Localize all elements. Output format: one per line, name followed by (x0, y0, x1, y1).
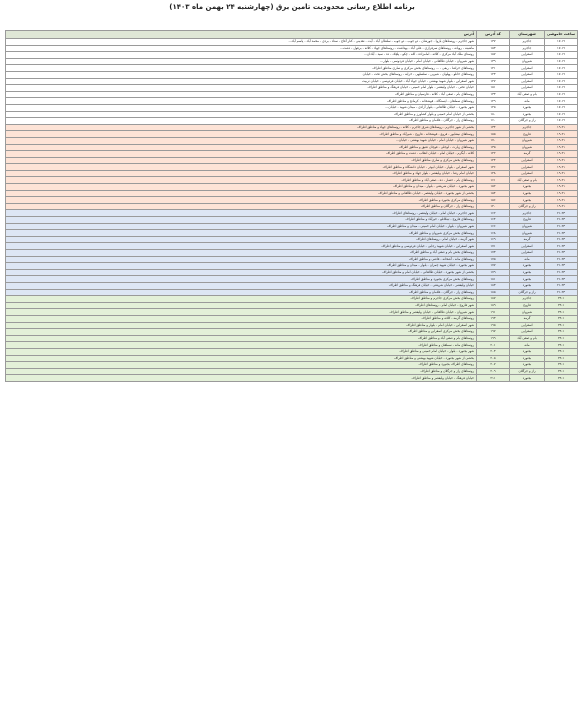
table-row (6, 170, 578, 177)
row-city: اسفراین (510, 71, 545, 78)
row-time: ۲۳-۱ (545, 309, 578, 316)
table-row (6, 309, 578, 316)
row-code: ۲۱۱ (477, 375, 510, 382)
row-city: بجنورد (510, 375, 545, 382)
row-time: ۱۹-۲۱ (545, 184, 578, 191)
row-time: ۲۳-۱ (545, 322, 578, 329)
row-code: ۱۵۴ (477, 190, 510, 197)
row-address: روستاهای بخش مرکزی و ساری مناطق اطراف (6, 157, 477, 164)
row-address: شهر شیروان - خیابان امام - خیابان شهید بهشتی - خیابان... (6, 137, 477, 144)
table-row (6, 289, 578, 296)
row-code: ۱۷۵ (477, 256, 510, 263)
header-code: کد آدرس (477, 31, 510, 39)
row-city: گرمه (510, 236, 545, 243)
row-address: خیابان امام رضا - خیابان ولیعصر - بلوار جهاد و مناطق اطراف (6, 170, 477, 177)
table-row (6, 276, 578, 283)
row-code: ۱۷۷ (477, 263, 510, 270)
table-row (6, 236, 578, 243)
row-city: اسفراین (510, 65, 545, 72)
table-body (6, 39, 578, 382)
table-row (6, 85, 578, 92)
row-address: روستاهای بام - حصار - ده - صفی آباد و مناطق اطراف (6, 177, 477, 184)
row-city: اسفراین (510, 170, 545, 177)
table-row (6, 296, 578, 303)
row-time: ۲۳-۱ (545, 335, 578, 342)
row-address: شهر بجنورد - خیابان شریعتی - بلوار - میدان و مناطق اطراف (6, 184, 477, 191)
row-city: بجنورد (510, 269, 545, 276)
row-city: جاجرم (510, 210, 545, 217)
row-time: ۲۳-۱ (545, 296, 578, 303)
row-code: ۱۶۱ (477, 177, 510, 184)
row-time: ۲۱-۲۳ (545, 250, 578, 257)
row-city: اسفراین (510, 164, 545, 171)
row-address: روستاهای راز و جرگلان و مناطق اطراف (6, 368, 477, 375)
row-code: ۱۷۱ (477, 243, 510, 250)
row-city: گرمه (510, 151, 545, 158)
row-time: ۱۷-۱۹ (545, 85, 578, 92)
row-address: ماشینه - رویانه - روستاهای سرفرازی - علی آباد - بهداشت - روستاهای جهاد - کلاته - برغول - دشت... (6, 45, 477, 52)
row-city: بجنورد (510, 263, 545, 270)
row-address: روستاهای خانلو - پهلوان - شیرین - سلسلهی - خرابه - روستاهای بخش تخت - خیابان (6, 71, 477, 78)
row-address: روستاهای بخش بام و صفی آباد و مناطق اطراف (6, 250, 477, 257)
row-address: روستاهای اطراف بجنورد و مناطق اطراف (6, 362, 477, 369)
row-address: روستاهای بام - صفی آباد - کلاته - فارسیان و مناطق اطراف (6, 91, 477, 98)
row-city: فاروج (510, 217, 545, 224)
row-city: راز و جرگلان (510, 368, 545, 375)
table-row (6, 243, 578, 250)
row-address: روستاهای بخش مرکزی بجنورد و مناطق اطراف (6, 276, 477, 283)
row-code: ۱۴۷ (477, 78, 510, 85)
row-city: فاروج (510, 131, 545, 138)
table-row (6, 164, 578, 171)
table-row (6, 282, 578, 289)
row-code: ۱۳۴ (477, 124, 510, 131)
row-city: مانه (510, 98, 545, 105)
row-time: ۱۷-۱۹ (545, 78, 578, 85)
row-address: روستاهای بخش مرکزی شیروان و مناطق اطراف (6, 230, 477, 237)
row-city: بام و صفی آباد (510, 177, 545, 184)
row-address: خیابان ولیعصر - خیابان شریعتی - خیابان فرهنگ و مناطق اطراف (6, 282, 477, 289)
row-address: روستاهای بخش مرکزی اسفراین و مناطق اطراف (6, 329, 477, 336)
table-row (6, 65, 578, 72)
row-address: روستاهای فاروج - تیتکانلو - خیرآباد و مناطق اطراف (6, 217, 477, 224)
table-row (6, 256, 578, 263)
row-time: ۱۹-۲۱ (545, 151, 578, 158)
table-row (6, 203, 578, 210)
table-row (6, 71, 578, 78)
row-code: ۱۷۳ (477, 250, 510, 257)
row-time: ۱۹-۲۱ (545, 177, 578, 184)
row-code: ۱۴۶ (477, 164, 510, 171)
table-row (6, 124, 578, 131)
row-address: شهر گرمه - خیابان امام - روستاهای اطراف (6, 236, 477, 243)
table-row (6, 355, 578, 362)
row-time: ۲۳-۱ (545, 302, 578, 309)
row-code: ۱۶۹ (477, 236, 510, 243)
table-row (6, 157, 578, 164)
row-code: ۱۴۸ (477, 170, 510, 177)
row-city: بجنورد (510, 355, 545, 362)
row-address: روستاهای زیارت - لوجلی - قوچان عتیق و مناطق اطراف (6, 144, 477, 151)
row-city: راز و جرگلان (510, 118, 545, 125)
row-address: شهر اسفراین - خیابان امام - بلوار و مناطق اطراف (6, 322, 477, 329)
row-city: شیروان (510, 309, 545, 316)
row-code: ۱۶۶ (477, 223, 510, 230)
row-address: شهر جاجرم - خیابان امام - خیابان ولیعصر - روستاهای اطراف (6, 210, 477, 217)
row-time: ۲۱-۲۳ (545, 243, 578, 250)
header-address: آدرس (6, 31, 477, 39)
row-time: ۲۱-۲۳ (545, 223, 578, 230)
row-time: ۲۱-۲۳ (545, 256, 578, 263)
row-time: ۲۱-۲۳ (545, 230, 578, 237)
row-time: ۱۹-۲۱ (545, 157, 578, 164)
row-code: ۱۸۷ (477, 296, 510, 303)
row-address: شهر بجنورد - بلوار - خیابان امام خمینی و مناطق اطراف (6, 348, 477, 355)
table-row (6, 335, 578, 342)
row-address: روستاهای خراشا - ربعی - ... روستاهای بخش مرکزی و ساری مناطق اطراف (6, 65, 477, 72)
row-time: ۱۹-۲۱ (545, 144, 578, 151)
row-time: ۱۷-۱۹ (545, 52, 578, 59)
row-address: شهر بجنورد - خیابان طالقانی - بلوار آزادی - میدان شهید - خیابان... (6, 104, 477, 111)
table-row (6, 263, 578, 270)
row-code: ۱۴۵ (477, 104, 510, 111)
table-row (6, 177, 578, 184)
row-code: ۱۶۴ (477, 217, 510, 224)
row-address: بخشی از شهر جاجرم - روستاهای شرق جاجرم - کلاته - روستاهای جهاد و مناطق اطراف (6, 124, 477, 131)
row-city: بجنورد (510, 111, 545, 118)
row-code: ۲۰۹ (477, 368, 510, 375)
table-row (6, 104, 578, 111)
row-address: روستاهای بخش مرکزی جاجرم و مناطق اطراف (6, 296, 477, 303)
row-code: ۱۸۳ (477, 282, 510, 289)
row-address: شهر شیروان - بلوار - خیابان امام خمینی - میدان و مناطق اطراف (6, 223, 477, 230)
row-code: ۱۵۱ (477, 85, 510, 92)
row-city: راز و جرگلان (510, 289, 545, 296)
row-city: جاجرم (510, 296, 545, 303)
row-address: کلاته - آبگرم - خیابان امام - خیابان انقلاب - دشت و مناطق اطراف (6, 151, 477, 158)
row-city: جاجرم (510, 45, 545, 52)
row-time: ۲۱-۲۳ (545, 263, 578, 270)
header-time: ساعت خاموشی (545, 31, 578, 39)
row-city: بجنورد (510, 184, 545, 191)
row-time: ۲۱-۲۳ (545, 269, 578, 276)
table-row (6, 348, 578, 355)
row-time: ۱۷-۱۹ (545, 65, 578, 72)
row-time: ۲۳-۱ (545, 362, 578, 369)
row-address: روستاهای راز - جرگلان - غلامان و مناطق اطراف (6, 118, 477, 125)
row-address: روستاهای مانه - آشخانه - قاضی و مناطق اطراف (6, 256, 477, 263)
row-address: شهر بجنورد - خیابان شهید چمران - بلوار - میدان و مناطق اطراف (6, 263, 477, 270)
row-city: اسفراین (510, 85, 545, 92)
row-time: ۱۷-۱۹ (545, 111, 578, 118)
row-time: ۲۳-۱ (545, 348, 578, 355)
row-address: خیابان تختی - خیابان ولیعصر - بلوار امام خمینی - خیابان فرهنگ و مناطق اطراف (6, 85, 477, 92)
row-time: ۲۳-۱ (545, 342, 578, 349)
row-code: ۱۹۹ (477, 335, 510, 342)
row-code: ۱۹۱ (477, 309, 510, 316)
table-row (6, 302, 578, 309)
row-code: ۱۹۵ (477, 322, 510, 329)
row-code: ۱۴۳ (477, 71, 510, 78)
row-city: جاجرم (510, 124, 545, 131)
row-time: ۱۹-۲۱ (545, 124, 578, 131)
row-address: شهر اسفراین - خیابان شهید رجایی - خیابان فردوسی و مناطق اطراف (6, 243, 477, 250)
table-row (6, 52, 578, 59)
row-time: ۲۳-۱ (545, 375, 578, 382)
row-time: ۱۷-۱۹ (545, 45, 578, 52)
row-city: شیروان (510, 223, 545, 230)
row-code: ۲۰۷ (477, 362, 510, 369)
row-code: ۱۵۲ (477, 184, 510, 191)
row-time: ۱۷-۱۹ (545, 104, 578, 111)
row-code: ۱۵۳ (477, 45, 510, 52)
row-city: جاجرم (510, 39, 545, 46)
outage-table (5, 30, 578, 382)
row-city: شیروان (510, 58, 545, 65)
row-code: ۱۹۷ (477, 329, 510, 336)
row-time: ۱۹-۲۱ (545, 190, 578, 197)
row-time: ۱۹-۲۱ (545, 137, 578, 144)
row-address: روستاهای بام و صفی آباد و مناطق اطراف (6, 335, 477, 342)
row-time: ۲۳-۱ (545, 355, 578, 362)
row-code: ۱۸۹ (477, 302, 510, 309)
row-code: ۱۷۰ (477, 137, 510, 144)
row-code: ۱۳۳ (477, 91, 510, 98)
table-row (6, 250, 578, 257)
row-city: اسفراین (510, 329, 545, 336)
table-row (6, 151, 578, 158)
table-row (6, 269, 578, 276)
row-address: شهر جاجرم - روستاهای بازوا - جورشان - دو جوب - دو جوب - سلطان آباد - آیت - نقدینی - کنار آغاج - ستاد - بردی - محمد آباد - پاسم آباد... (6, 39, 477, 46)
row-address: روستاهای سملقان - ایستگاه - قوشخانه - کرمانج و مناطق اطراف (6, 98, 477, 105)
table-row (6, 210, 578, 217)
row-city: شیروان (510, 144, 545, 151)
row-code: ۲۰۳ (477, 348, 510, 355)
row-time: ۲۱-۲۳ (545, 276, 578, 283)
row-address: روستاهای مانه - سملقان و مناطق اطراف (6, 342, 477, 349)
row-time: ۱۷-۱۹ (545, 39, 578, 46)
row-time: ۲۱-۲۳ (545, 217, 578, 224)
row-address: بخشی از شهر بجنورد - خیابان ولیعصر - خیابان طالقانی و مناطق اطراف (6, 190, 477, 197)
row-city: راز و جرگلان (510, 203, 545, 210)
row-address: شهر شیروان - خیابان طالقانی - خیابان امام - خیابان فردوسی - بلوار... (6, 58, 477, 65)
row-code: ۱۸۵ (477, 289, 510, 296)
row-code: ۱۳۹ (477, 58, 510, 65)
table-row (6, 39, 578, 46)
row-time: ۲۱-۲۳ (545, 236, 578, 243)
row-city: بجنورد (510, 348, 545, 355)
row-code: ۱۶۰ (477, 118, 510, 125)
row-address: بخشی از خیابان امام خمینی و بلوار کشاورز و مناطق اطراف (6, 111, 477, 118)
row-address: روستاهای مرکزی بجنورد و مناطق اطراف (6, 197, 477, 204)
row-city: بام و صفی آباد (510, 335, 545, 342)
row-city: بجنورد (510, 362, 545, 369)
row-code: ۱۴۹ (477, 98, 510, 105)
row-address: خیابان فرهنگ - خیابان ولیعصر و مناطق اطراف (6, 375, 477, 382)
row-address: شهر اسفراین - بلوار شهید بهشتی - خیابان جواد آباد - خیابان فردوسی - خیابان تربیت (6, 78, 477, 85)
table-row (6, 375, 578, 382)
table-row (6, 78, 578, 85)
row-city: اسفراین (510, 78, 545, 85)
row-city: اسفراین (510, 157, 545, 164)
row-city: مانه (510, 256, 545, 263)
row-code: ۱۸۱ (477, 276, 510, 283)
row-address: روستای ملک آباد مرکزی - کلاته - امامزاده - کله - چکو - پلچک - ده - سید - آبادان... (6, 52, 477, 59)
header-city: شهرستان (510, 31, 545, 39)
row-code: ۱۴۴ (477, 157, 510, 164)
row-code: ۱۶۲ (477, 210, 510, 217)
header-row (6, 31, 578, 39)
row-code: ۱۴۲ (477, 151, 510, 158)
table-row (6, 368, 578, 375)
row-city: شیروان (510, 137, 545, 144)
row-time: ۲۱-۲۳ (545, 289, 578, 296)
row-time: ۱۹-۲۱ (545, 170, 578, 177)
row-code: ۱۷۹ (477, 269, 510, 276)
row-time: ۲۳-۱ (545, 329, 578, 336)
row-code: ۱۳۷ (477, 39, 510, 46)
row-time: ۱۷-۱۹ (545, 91, 578, 98)
row-code: ۱۳۵ (477, 144, 510, 151)
table-row (6, 329, 578, 336)
row-city: بجنورد (510, 197, 545, 204)
row-city: مانه (510, 342, 545, 349)
row-time: ۲۳-۱ (545, 368, 578, 375)
row-time: ۱۹-۲۱ (545, 203, 578, 210)
row-city: بجنورد (510, 282, 545, 289)
table-row (6, 45, 578, 52)
row-code: ۱۶۸ (477, 230, 510, 237)
row-address: روستاهای گرمه - کلاته و مناطق اطراف (6, 315, 477, 322)
row-address: روستاهای راز - جرگلان و مناطق اطراف (6, 203, 477, 210)
table-row (6, 111, 578, 118)
page-title: برنامه اطلاع رسانی محدودیت تامین برق (چهارشنبه ۲۴ بهمن ماه ۱۴۰۳) (169, 3, 415, 11)
row-address: روستاهای راز - جرگلان - غلامان و مناطق اطراف (6, 289, 477, 296)
table-row (6, 322, 578, 329)
row-code: ۱۵۷ (477, 52, 510, 59)
table-row (6, 131, 578, 138)
row-city: اسفراین (510, 322, 545, 329)
row-city: گرمه (510, 315, 545, 322)
table-row (6, 144, 578, 151)
row-time: ۱۷-۱۹ (545, 118, 578, 125)
table-row (6, 217, 578, 224)
row-address: شهر شیروان - خیابان طالقانی - خیابان ولیعصر و مناطق اطراف (6, 309, 477, 316)
row-time: ۱۹-۲۱ (545, 197, 578, 204)
row-code: ۲۰۱ (477, 342, 510, 349)
row-time: ۱۹-۲۱ (545, 131, 578, 138)
table-row (6, 184, 578, 191)
row-city: بجنورد (510, 276, 545, 283)
row-time: ۲۱-۲۳ (545, 210, 578, 217)
table-row (6, 58, 578, 65)
row-address: شهر فاروج - خیابان امام - روستاهای اطراف (6, 302, 477, 309)
row-time: ۲۱-۲۳ (545, 282, 578, 289)
row-address: شهر اسفراین - بلوار - خیابان ابوذر - خیابان دانشگاه و مناطق اطراف (6, 164, 477, 171)
row-city: بجنورد (510, 190, 545, 197)
row-time: ۱۷-۱۹ (545, 71, 578, 78)
table-row (6, 118, 578, 125)
table-row (6, 315, 578, 322)
row-code: ۱۹۳ (477, 315, 510, 322)
row-code: ۲۰۵ (477, 355, 510, 362)
row-time: ۱۹-۲۱ (545, 164, 578, 171)
row-city: اسفراین (510, 250, 545, 257)
table-row (6, 230, 578, 237)
row-time: ۱۷-۱۹ (545, 98, 578, 105)
row-city: اسفراین (510, 52, 545, 59)
row-code: ۱۴۰ (477, 203, 510, 210)
row-city: شیروان (510, 230, 545, 237)
row-code: ۱۵۶ (477, 197, 510, 204)
row-city: فاروج (510, 302, 545, 309)
table-row (6, 137, 578, 144)
table-row (6, 362, 578, 369)
row-address: بخشی از شهر بجنورد - خیابان شهید بهشتی و مناطق اطراف (6, 355, 477, 362)
row-city: بجنورد (510, 104, 545, 111)
row-code: ۱۸۰ (477, 111, 510, 118)
table-row (6, 223, 578, 230)
row-address: بخشی از شهر بجنورد - خیابان طالقانی - خیابان امام و مناطق اطراف (6, 269, 477, 276)
row-city: اسفراین (510, 243, 545, 250)
table-row (6, 91, 578, 98)
row-time: ۱۷-۱۹ (545, 58, 578, 65)
row-address: روستاهای نیشابور - فروغ - قوشخانه - فاروج - شیرآباد و مناطق اطراف (6, 131, 477, 138)
table-row (6, 98, 578, 105)
table-row (6, 197, 578, 204)
row-city: بام و صفی آباد (510, 91, 545, 98)
row-code: ۱۴۱ (477, 65, 510, 72)
row-time: ۲۳-۱ (545, 315, 578, 322)
table-row (6, 190, 578, 197)
table-row (6, 342, 578, 349)
row-code: ۱۵۵ (477, 131, 510, 138)
